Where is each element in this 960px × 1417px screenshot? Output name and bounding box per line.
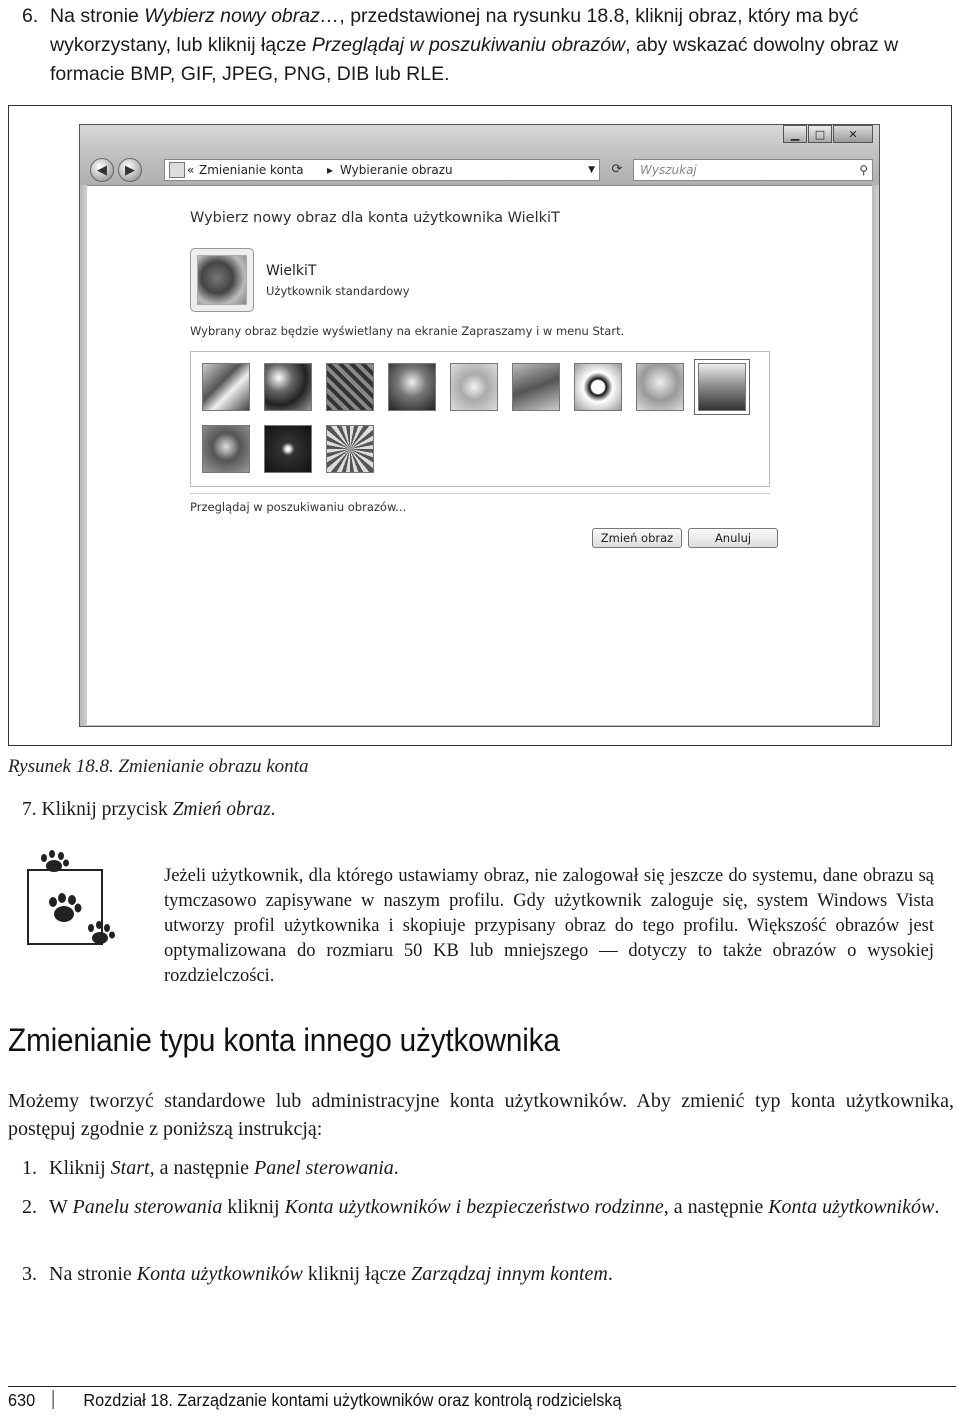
picture-note: Wybrany obraz będzie wyświetlany na ekranie Zapraszamy i w menu Start.: [190, 324, 625, 338]
maximize-icon[interactable]: □: [808, 125, 832, 143]
user-name: WielkiT: [266, 263, 317, 279]
step-text: [50, 2, 954, 89]
text-run: Na stronie: [50, 5, 145, 27]
ui-term: Start: [110, 1157, 150, 1179]
step-6: [22, 2, 954, 89]
avatar: [190, 248, 254, 312]
window-border-right: [872, 185, 879, 726]
search-placeholder: Wyszukaj: [640, 163, 697, 177]
text-run: , a następnie: [663, 1196, 769, 1218]
step-number: 6.: [22, 5, 39, 27]
list-item: [22, 1193, 954, 1221]
picture-tile[interactable]: [450, 363, 498, 411]
cancel-button[interactable]: Anuluj: [688, 528, 778, 548]
page-footer: [8, 1390, 622, 1411]
step-text: [49, 1193, 954, 1221]
ui-term: Konta użytkowników: [136, 1263, 303, 1285]
step-number: 2.: [22, 1196, 37, 1218]
step-text: [49, 1154, 954, 1182]
dropdown-arrow-icon[interactable]: ▼: [588, 165, 595, 175]
tip-text: Jeżeli użytkownik, dla którego ustawiamy obraz, nie zalogował się jeszcze do systemu, dane obrazu są tymczasowo zapisywane w naszym profilu. Gdy użytkownik zaloguje się, system Windows Vista utworzy profil użytkownika i skopiuje przypisany obraz do tego profilu. Większość obrazów jest optymalizowana do rozmiaru 50 KB lub mniejszego — dotyczy to także obrazów o wysokiej rozdzielczości.: [164, 866, 934, 986]
list-item: [22, 1260, 954, 1288]
list-item: [22, 1154, 954, 1182]
search-icon[interactable]: ⚲: [859, 163, 868, 177]
picture-tile[interactable]: [326, 425, 374, 473]
user-role: Użytkownik standardowy: [266, 284, 410, 298]
text-run: .: [270, 799, 276, 820]
intro-paragraph: Możemy tworzyć standardowe lub administracyjne konta użytkowników. Aby zmienić typ konta użytkownika, postępuj zgodnie z poniższą instrukcją:: [8, 1090, 954, 1140]
window-border-left: [80, 185, 87, 726]
screenshot-window: [79, 124, 880, 727]
section-heading: Zmienianie typu konta innego użytkownika: [8, 1022, 560, 1058]
step-text: [49, 1260, 954, 1288]
breadcrumb-item[interactable]: Zmienianie konta: [199, 163, 304, 177]
picture-tile[interactable]: [512, 363, 560, 411]
ui-term: Zarządzaj innym kontem: [411, 1263, 608, 1285]
text-run: .: [934, 1196, 940, 1218]
picture-tile[interactable]: [326, 363, 374, 411]
caption-buttons: [782, 125, 873, 145]
picture-tile[interactable]: [264, 425, 312, 473]
text-run: 7. Kliknij przycisk: [22, 799, 173, 820]
current-picture: [197, 255, 247, 305]
ui-term: Konta użytkowników i bezpieczeństwo rodzinne: [284, 1196, 664, 1218]
control-panel-icon: [169, 162, 185, 178]
tip-paw-icon: [20, 848, 130, 954]
picture-tile[interactable]: [264, 363, 312, 411]
minimize-icon[interactable]: ▁: [783, 125, 807, 143]
change-picture-button[interactable]: Zmień obraz: [592, 528, 682, 548]
browse-link[interactable]: Przeglądaj w poszukiwaniu obrazów...: [190, 493, 770, 514]
picture-grid: [190, 351, 770, 487]
picture-tile[interactable]: [636, 363, 684, 411]
window-titlebar: [80, 125, 879, 186]
step-7: [22, 799, 276, 821]
figure-caption: Rysunek 18.8. Zmienianie obrazu konta: [8, 756, 309, 777]
step-number: 3.: [22, 1263, 37, 1285]
text-run: , a następnie: [149, 1157, 254, 1179]
ui-term: Panel sterowania: [253, 1157, 394, 1179]
forward-arrow-icon[interactable]: ▶: [118, 158, 142, 182]
page-title: Wybierz nowy obraz dla konta użytkownika WielkiT: [190, 210, 560, 226]
ui-term: Panelu sterowania: [72, 1196, 223, 1218]
button-name: Zmień obraz: [172, 799, 271, 820]
text-run: Kliknij: [49, 1157, 111, 1179]
chevron-icon: «: [187, 163, 195, 177]
text-run: kliknij łącze: [302, 1263, 412, 1285]
picture-tile[interactable]: [388, 363, 436, 411]
ui-term: Konta użytkowników: [768, 1196, 935, 1218]
page-number: 630: [8, 1390, 36, 1410]
text-run: , aby wskazać dowolny obraz w formacie BMP, GIF, JPEG, PNG, DIB lub RLE.: [50, 34, 899, 85]
text-run: .: [607, 1263, 613, 1285]
link-name: Przeglądaj w poszukiwaniu obrazów: [311, 34, 626, 56]
search-input[interactable]: [633, 159, 873, 181]
picture-tile[interactable]: [202, 363, 250, 411]
close-icon[interactable]: ✕: [833, 125, 873, 143]
picture-tile[interactable]: [202, 425, 250, 473]
address-bar[interactable]: [164, 159, 600, 181]
picture-tile[interactable]: [574, 363, 622, 411]
text-run: kliknij: [222, 1196, 285, 1218]
back-arrow-icon[interactable]: ◀: [90, 158, 114, 182]
chevron-icon: ▸: [327, 163, 334, 177]
refresh-icon[interactable]: ⟳: [611, 162, 623, 177]
page-name: Wybierz nowy obraz…: [144, 5, 340, 27]
footer-rule: [8, 1386, 956, 1387]
text-run: , przedstawionej na rysunku 18.8, kliknij obraz, który ma być wykorzystany, lub kliknij łącze: [50, 5, 859, 56]
chapter-title: Rozdział 18. Zarządzanie kontami użytkowników oraz kontrolą rodzicielską: [83, 1390, 622, 1410]
picture-tile[interactable]: [698, 363, 746, 411]
footer-divider: [53, 1390, 54, 1409]
text-run: Na stronie: [49, 1263, 137, 1285]
text-run: .: [393, 1157, 399, 1179]
text-run: W: [49, 1196, 73, 1218]
breadcrumb-item[interactable]: Wybieranie obrazu: [340, 163, 453, 177]
step-number: 1.: [22, 1157, 37, 1179]
